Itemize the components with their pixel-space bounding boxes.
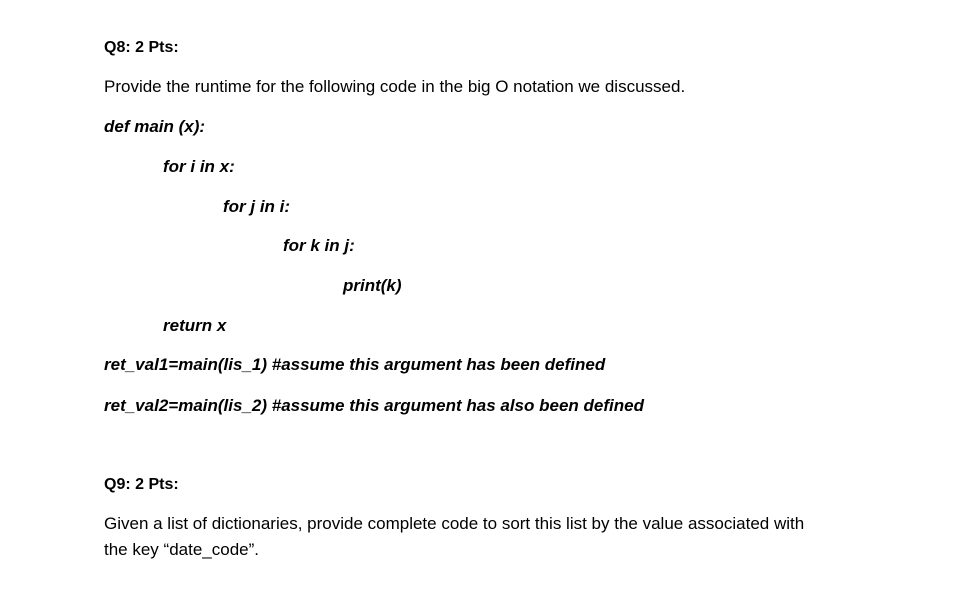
- code-return-line: return x: [163, 316, 227, 335]
- code-for-k-line: for k in j:: [283, 236, 355, 255]
- q8-prompt: Provide the runtime for the following code in the big O notation we discussed.: [104, 77, 686, 96]
- code-call2-line: ret_val2=main(lis_2) #assume this argument has also been defined: [104, 396, 644, 415]
- q9-heading: Q9: 2 Pts:: [104, 476, 179, 493]
- code-for-i-line: for i in x:: [163, 157, 235, 176]
- code-for-j-line: for j in i:: [223, 197, 291, 216]
- code-print-line: print(k): [343, 276, 402, 295]
- code-def-line: def main (x):: [104, 117, 206, 136]
- code-call1-line: ret_val1=main(lis_1) #assume this argument has been defined: [104, 355, 606, 374]
- q9-prompt-line2: the key “date_code”.: [104, 540, 259, 559]
- q9-prompt-line1: Given a list of dictionaries, provide complete code to sort this list by the value associated with: [104, 514, 805, 533]
- q8-heading: Q8: 2 Pts:: [104, 39, 179, 56]
